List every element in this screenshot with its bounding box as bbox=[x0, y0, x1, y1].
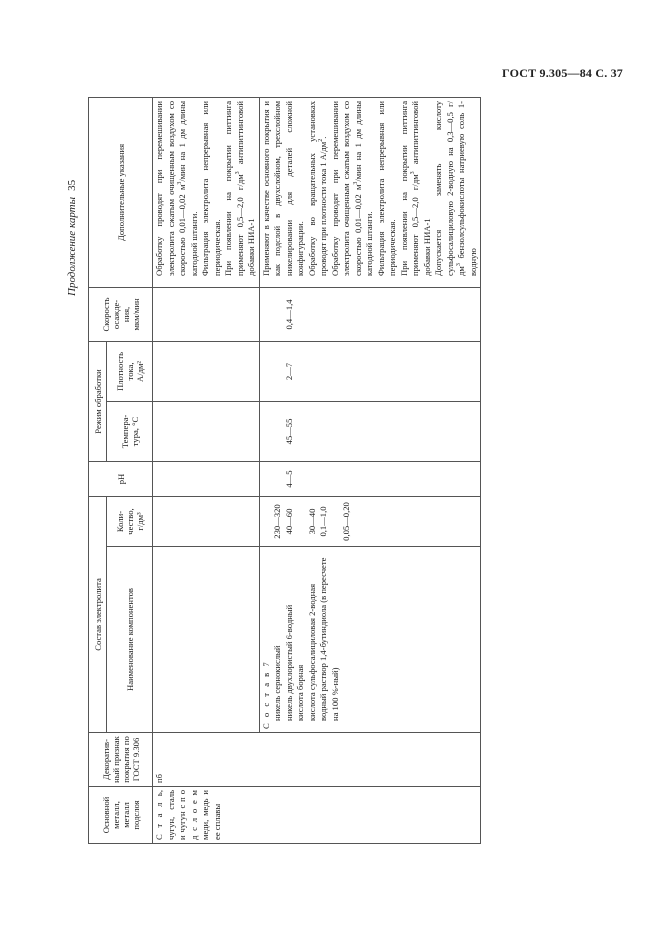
header-ph: pH bbox=[89, 461, 153, 496]
ph-cell bbox=[259, 461, 481, 496]
continuation-text: Продолжение карты bbox=[66, 196, 78, 296]
process-table bbox=[88, 97, 481, 844]
note-text: При появлении на покрытии питтинга применяют 0,5—2,0 $г/дм^3$ антипиттинговой добавки НИА-1 bbox=[223, 100, 256, 276]
header-component-name: Наименование компонентов bbox=[107, 547, 153, 733]
component-qty: 30—40 bbox=[306, 508, 317, 535]
header-temperature: Темпера- тура, °С bbox=[107, 401, 153, 461]
current-density-cell bbox=[259, 341, 481, 401]
page-header: ГОСТ 9.305—84 С. 37 bbox=[502, 66, 623, 80]
header-current-density: Плотность тока, А/дм² bbox=[107, 341, 153, 401]
header-mode: Режим обработки bbox=[89, 341, 107, 461]
table-row-1 bbox=[153, 97, 260, 843]
empty-cell bbox=[153, 496, 260, 546]
notes-cell-2 bbox=[259, 97, 481, 287]
current-density-value: 2—7 bbox=[283, 362, 294, 381]
card-number: 35 bbox=[66, 179, 78, 191]
header-quantity: Коли- чество, г/дм³ bbox=[107, 496, 153, 546]
base-metal-cell: С т а л ь, чугун, сталь и чугун с п о д с л о е м меди, медь и ее сплавы bbox=[153, 787, 481, 844]
empty-cell bbox=[153, 341, 260, 401]
header-decorative: Декоратив- ный признак покрытия по ГОСТ 9.306 bbox=[89, 733, 153, 787]
rotated-table-area bbox=[66, 98, 580, 844]
note-text: Фильтрация электролита непрерывная или периодическая. bbox=[200, 100, 222, 276]
component-qty: 230—320 bbox=[272, 504, 282, 539]
decorative-cell: пб bbox=[153, 733, 481, 787]
component-name: кислота борная bbox=[295, 664, 305, 721]
header-notes: Дополнительные указания bbox=[89, 97, 153, 287]
continuation-label bbox=[66, 180, 78, 296]
component-name: никель двухлористый 6-водный bbox=[283, 604, 294, 721]
component-name: водный раствор 1,4-бутиндиола (в пересчете на 100 %-ный) bbox=[318, 557, 340, 721]
note-text: Применяют в качестве основного покрытия и как подслой в двухслойном, трехслойном никелировании для деталей сложной конфигурации. bbox=[260, 100, 305, 276]
component-name: никель сернокислый bbox=[272, 645, 282, 721]
note-text: Обработку проводят при перемешивании электролита сжатым очищенным воздухом со скоростью 0,01—0,02 $м^3$/мин на 1 дм длины катодной штанги. bbox=[154, 100, 199, 276]
note-text: Допускается заменять кислоту сульфосалициловую 2-водную на 0,3—0,5 $г/дм^3$ бензолсульфокислоты натриевую соль 1-водную bbox=[433, 100, 478, 276]
component-qty: 0,05—0,20 bbox=[341, 502, 351, 541]
quantity-cell bbox=[259, 496, 481, 546]
rotated-content bbox=[66, 98, 580, 844]
component-name: кислота сульфосалициловая 2-водная bbox=[306, 583, 317, 721]
empty-cell bbox=[153, 401, 260, 461]
deposition-rate-value: 0,4—1,4 bbox=[283, 299, 294, 330]
note-text: Фильтрация электролита непрерывная или периодическая. bbox=[375, 100, 397, 276]
table-row-2 bbox=[259, 97, 481, 843]
temperature-cell bbox=[259, 401, 481, 461]
deposition-rate-cell bbox=[259, 287, 481, 341]
component-qty: 40—60 bbox=[283, 508, 294, 535]
header-deposition-rate: Скорость осажде- ния, мкм/мин bbox=[89, 287, 153, 341]
header-base-metal: Основной металл, металл подслоя bbox=[89, 787, 153, 844]
notes-cell-1 bbox=[153, 97, 260, 287]
note-text: При появлении на покрытии питтинга применяют 0,5—2,0 $г/дм^3$ антипиттинговой добавки НИА-1 bbox=[398, 100, 432, 276]
temperature-value: 45—55 bbox=[283, 418, 294, 445]
note-text: Обработку во вращательных установках проводят при плотности тока 1 $А/дм^2$. bbox=[306, 100, 328, 276]
component-qty: 0,1—1,0 bbox=[318, 506, 328, 537]
header-electrolyte: Состав электролита bbox=[89, 496, 107, 732]
empty-cell bbox=[153, 547, 260, 733]
empty-cell bbox=[153, 287, 260, 341]
note-text: Обработку проводят при перемешивании электролита очищенным сжатым воздухом со скоростью 0,01—0,02 $м^3$/мин на 1 дм длины катодной штанги. bbox=[329, 100, 374, 276]
composition-title: С о с т а в 7 bbox=[260, 660, 271, 729]
composition-cell bbox=[259, 547, 481, 733]
empty-cell bbox=[153, 461, 260, 496]
ph-value: 4—5 bbox=[283, 470, 294, 488]
